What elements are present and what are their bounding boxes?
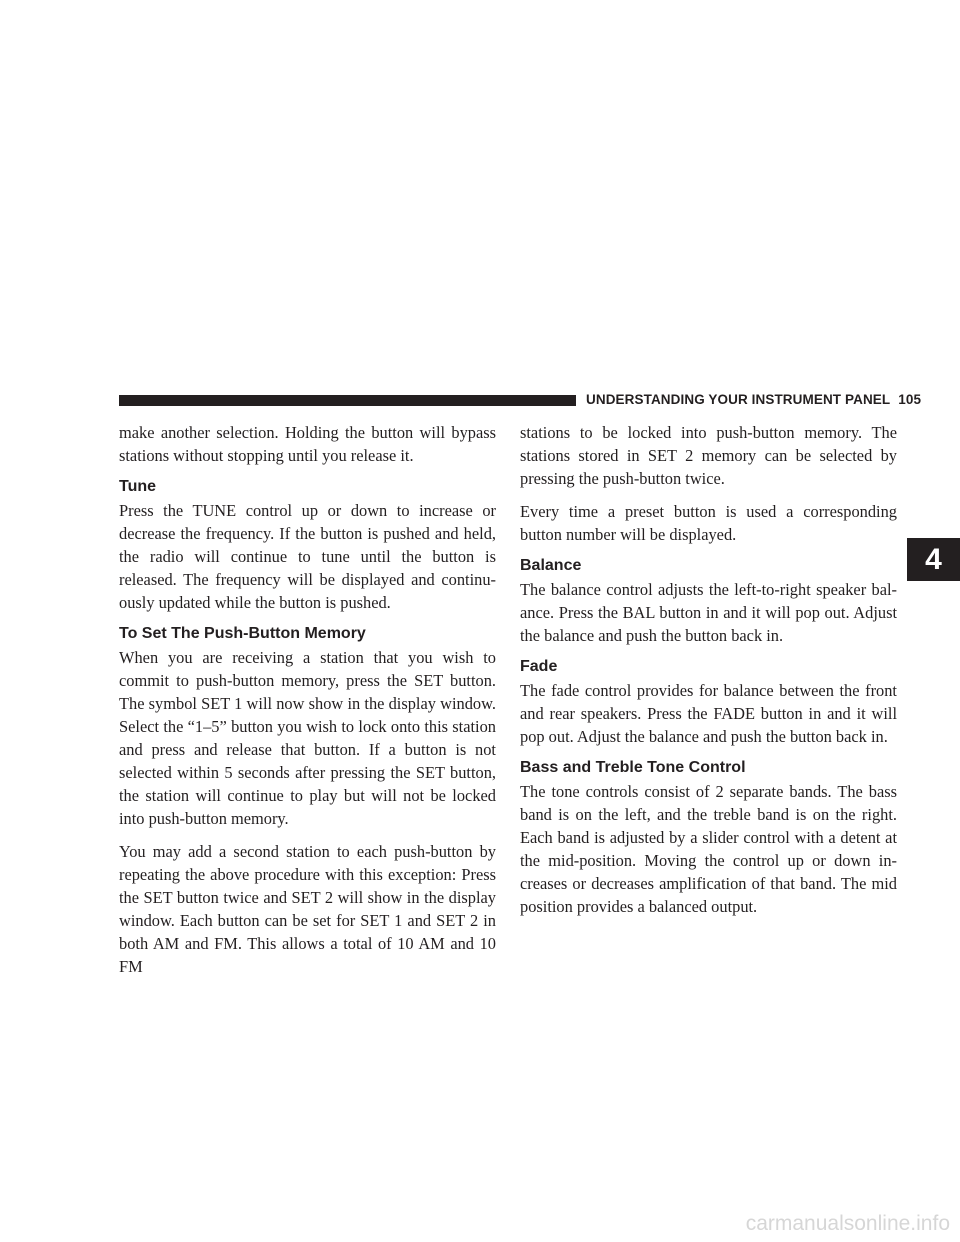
tune-paragraph: Press the TUNE control up or down to increase or decrease the frequency. If the button is pushed and held, the radio will continue to tune until the button is released. The frequency will be displayed and continuously updated while the button is pushed. (119, 501, 496, 612)
fade-heading: Fade (520, 658, 558, 675)
preset-note-paragraph: Every time a preset button is used a corresponding button number will be displayed. (520, 502, 897, 544)
bass-treble-heading: Bass and Treble Tone Control (520, 759, 746, 776)
chapter-tab: 4 (907, 538, 960, 581)
running-header (586, 392, 921, 407)
section-title: UNDERSTANDING YOUR INSTRUMENT PANEL (586, 392, 891, 407)
tune-heading: Tune (119, 478, 157, 495)
push-button-memory-paragraph-2: You may add a second station to each push-button by repeating the above procedure with this exception: Press the SET button twice and SET 2 will show in the display window. Each button can be set for SET 1 and SET 2 in both AM and FM. This allows a total of 10 AM and 10 FM (119, 842, 496, 976)
fade-paragraph: The fade control provides for balance between the front and rear speakers. Press the FADE button in and it will pop out. Adjust the balance and push the button back in. (520, 681, 897, 746)
right-column (520, 421, 897, 928)
intro-paragraph: make another selection. Holding the button will bypass stations without stopping until you release it. (119, 423, 496, 465)
page-number: 105 (898, 392, 922, 407)
left-column (119, 421, 496, 988)
push-button-memory-heading: To Set The Push-Button Memory (119, 625, 366, 642)
push-button-memory-paragraph-1: When you are receiving a station that you wish to commit to push-button memory, press the SET button. The symbol SET 1 will now show in the display window. Select the “1–5” button you wish to lock onto this station and press and release that button. If a button is not selected within 5 seconds after pressing the SET button, the station will continue to play but will not be locked into push-button memory. (119, 648, 496, 828)
header-rule (119, 395, 576, 406)
balance-paragraph: The balance control adjusts the left-to-right speaker balance. Press the BAL button in and it will pop out. Adjust the balance and push the button back in. (520, 580, 897, 645)
watermark: carmanualsonline.info (745, 1212, 950, 1235)
bass-treble-paragraph: The tone controls consist of 2 separate bands. The bass band is on the left, and the treble band is on the right. Each band is adjusted by a slider control with a detent at the mid-position. Moving the control up or down increases or decreases amplification of that band. The mid position provides a balanced output. (520, 782, 897, 916)
balance-heading: Balance (520, 557, 582, 574)
continued-paragraph: stations to be locked into push-button memory. The stations stored in SET 2 memory can be selected by pressing the push-button twice. (520, 423, 897, 488)
